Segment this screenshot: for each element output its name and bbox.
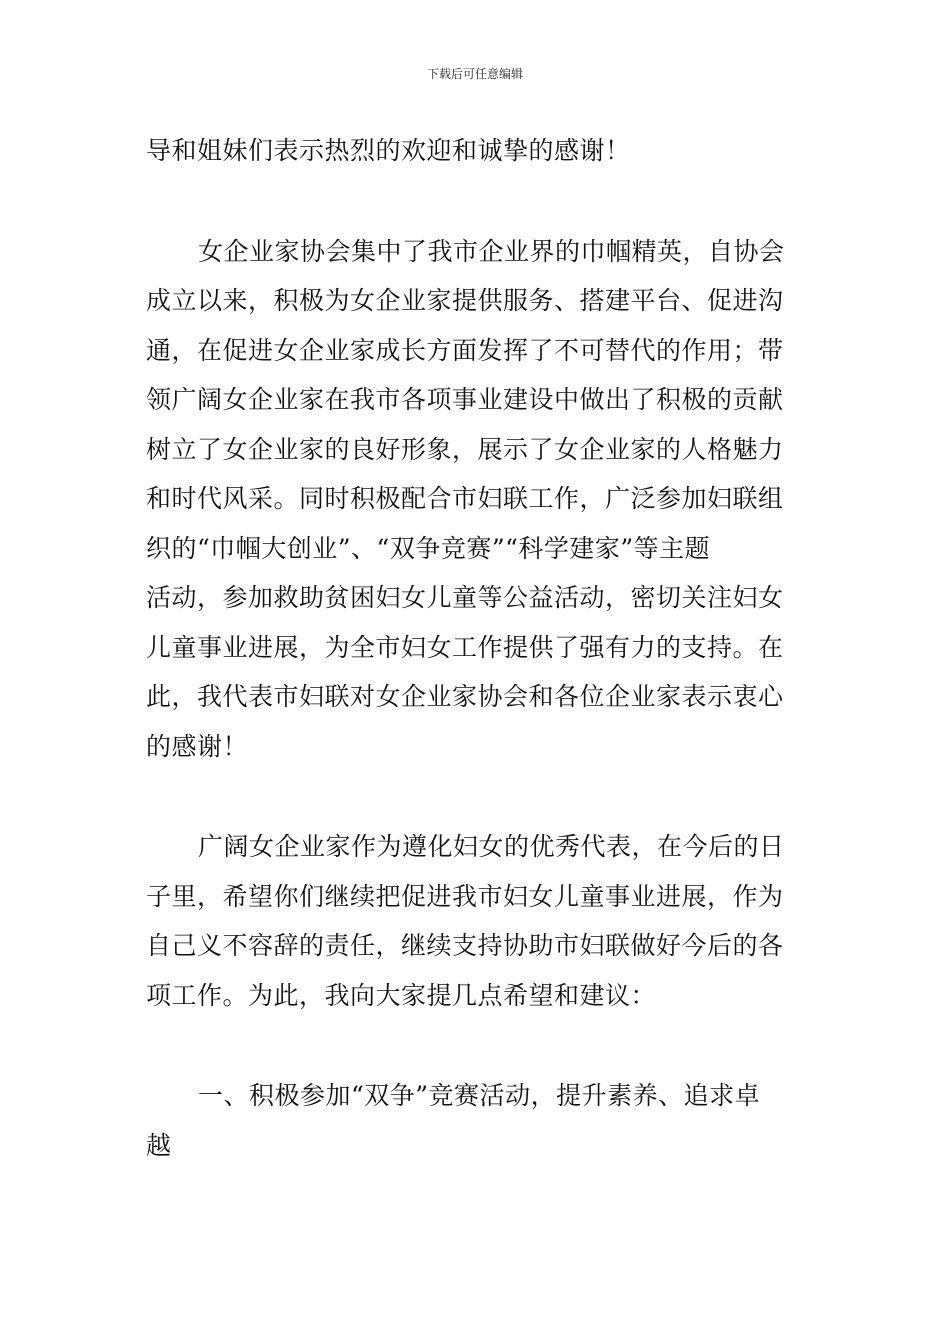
text-line: 一、积极参加“双争”竞赛活动，提升素养、追求卓 [198,1081,761,1110]
text-line: 通，在促进女企业家成长方面发挥了不可替代的作用；带 [146,335,784,365]
text-line: 导和姐妹们表示热烈的欢迎和诚挚的感谢！ [146,136,631,165]
text-line: 子里，希望你们继续把促进我市妇女儿童事业进展，作为 [146,881,784,911]
text-line: 和时代风采。同时积极配合市妇联工作，广泛参加妇联组 [146,484,784,513]
text-line: 树立了女企业家的良好形象，展示了女企业家的人格魅力 [146,434,784,464]
paragraph-spacer [146,176,806,227]
paragraph-hopes [146,822,806,1020]
paragraph-spacer [146,1020,806,1071]
text-line: 织的“巾帼大创业”、“双争竞赛”“科学建家”等主题 [146,533,711,563]
paragraph-association [146,227,806,772]
text-line: 越 [146,1130,172,1160]
text-line: 女企业家协会集中了我市企业界的巾帼精英，自协会 [198,236,785,266]
paragraph-spacer [146,771,806,822]
text-line: 自己义不容辞的责任，继续支持协助市妇联做好今后的各 [146,931,784,960]
text-line: 项工作。为此，我向大家提几点希望和建议： [146,980,657,1010]
text-line: 此，我代表市妇联对女企业家协会和各位企业家表示衷心 [146,682,784,711]
text-line: 活动，参加救助贫困妇女儿童等公益活动，密切关注妇女 [146,583,784,612]
paragraph-closing-thanks [146,126,806,176]
text-line: 儿童事业进展，为全市妇女工作提供了强有力的支持。在 [146,632,784,662]
text-line: 成立以来，积极为女企业家提供服务、搭建平台、促进沟 [146,286,784,315]
document-body [146,126,806,1170]
text-line: 的感谢！ [146,731,249,761]
text-line: 领广阔女企业家在我市各项事业建设中做出了积极的贡献 [146,385,784,414]
page-header: 下载后可任意编辑 [426,67,523,81]
paragraph-section-one-heading [146,1071,806,1170]
text-line: 广阔女企业家作为遵化妇女的优秀代表，在今后的日 [198,832,785,861]
